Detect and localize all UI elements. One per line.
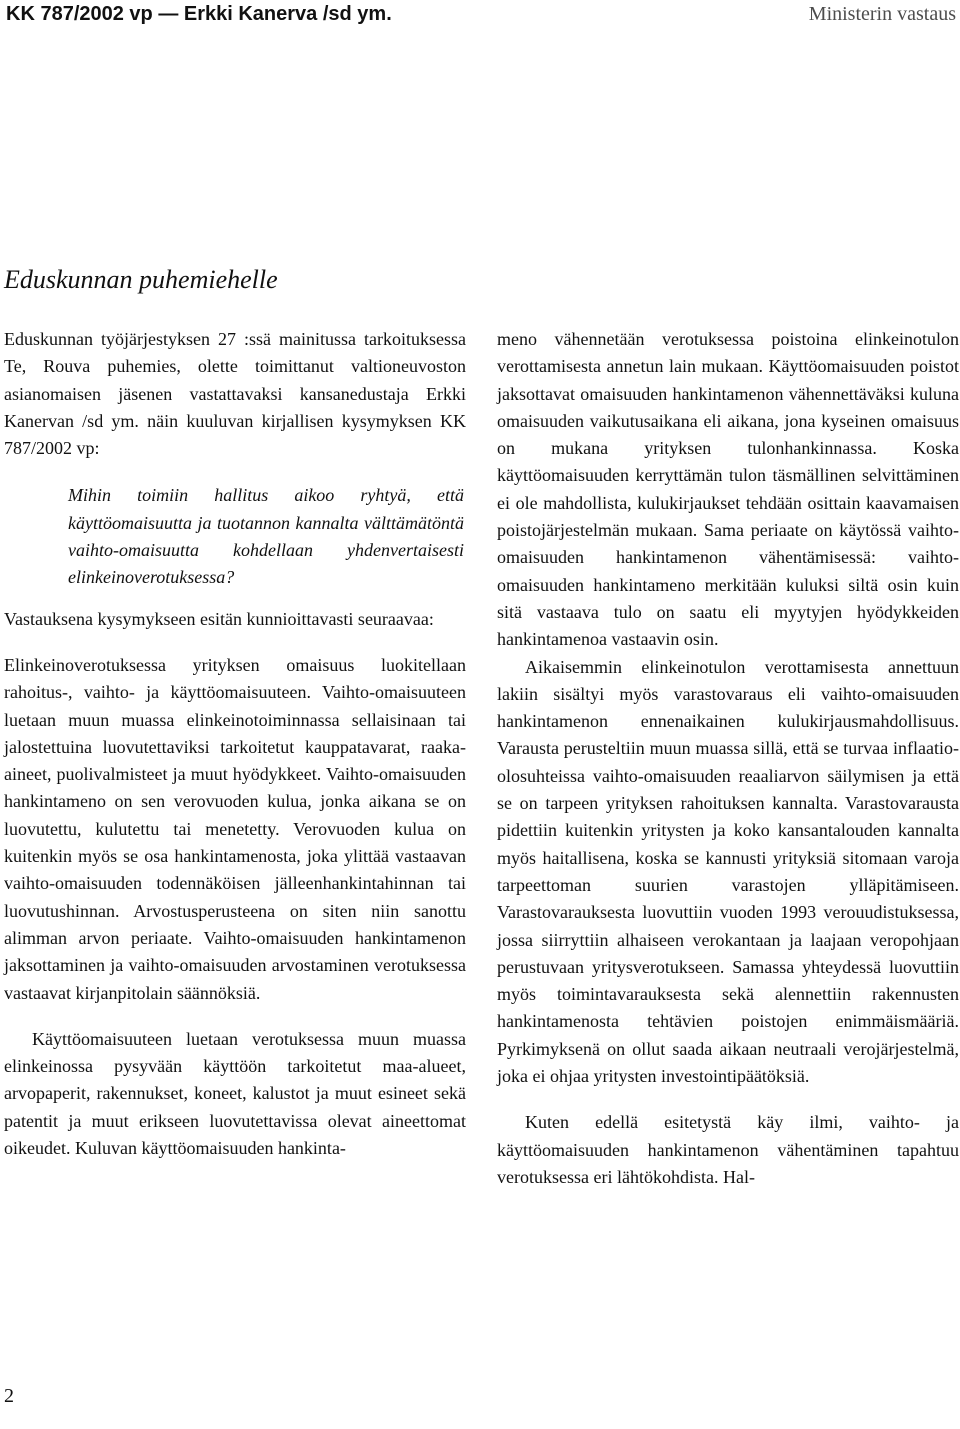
- body-paragraph: Käyttöomaisuuteen luetaan verotuksessa muun muassa elinkeinossa pysyvään käyttöön tarkoitetut maa-alueet, arvopaperit, rakennukset, koneet, kalustot ja muut esineet sekä patentit ja muut erikseen luovutettavissa olevat aineettomat oikeudet. Kuluvan käyttöomaisuuden hankinta-: [4, 1028, 466, 1159]
- document-reference: KK 787/2002 vp — Erkki Kanerva /sd ym.: [6, 3, 392, 25]
- page-number: 2: [4, 1385, 14, 1407]
- intro-paragraph: Eduskunnan työjärjestyksen 27 :ssä mainitussa tarkoituksessa Te, Rouva puhemies, olette toimittanut valtioneuvoston asianomaisen jäsenen vastattavaksi kansanedustaja Erkki Kanervan /sd ym. näin kuuluvan kirjallisen kysymyksen KK 787/2002 vp:: [4, 329, 466, 459]
- answer-intro-paragraph: Vastauksena kysymykseen esitän kunnioittavasti seuraavaa:: [4, 608, 434, 629]
- left-column: [4, 326, 466, 1162]
- right-column: [497, 326, 959, 1191]
- section-title: Ministerin vastaus: [808, 3, 956, 25]
- question-quote: Mihin toimiin hallitus aikoo ryhtyä, että käyttöomaisuutta ja tuotannon kannalta välttämätöntä vaihto-omaisuutta kohdellaan yhdenvertaisesti elinkeinoverotuksessa?: [68, 485, 464, 588]
- body-paragraph: Aikaisemmin elinkeinotulon verottamisesta annettuun lakiin sisältyi myös varastovaraus eli vaihto-omaisuuden hankintamenon ennenaikainen kulukirjausmahdollisuus. Varausta perusteltiin muun muassa sillä, että se turvaa inflaatio-olosuhteissa vaihto-omaisuuden reaaliarvon säilymisen ja että se on tarpeen yrityksen rahoituksen kannalta. Varastovarausta pidettiin kuitenkin yritysten ja koko kansantalouden kannalta myös haitallisena, koska se kannusti yrityksiä sitomaan varoja tarpeettoman suurien varastojen ylläpitämiseen. Varastovarauksesta luovuttiin vuoden 1993 verouudistuksessa, jossa siirryttiin alhaiseen verokantaan ja laajaan veropohjaan perustuvaan yritysverotukseen. Samassa yhteydessä luovuttiin myös toimintavarauksesta sekä alennettiin rakennusten hankintamenosta tehtävien poistojen enimmäismääriä. Pyrkimyksenä on ollut saada aikaan neutraali verojärjestelmä, joka ei ohjaa yritysten investointipäätöksiä.: [497, 656, 959, 1087]
- body-paragraph: Kuten edellä esitetystä käy ilmi, vaihto- ja käyttöomaisuuden hankintamenon vähentäminen tapahtuu verotuksessa eri lähtökohdista. Hal-: [497, 1112, 959, 1187]
- body-paragraph: meno vähennetään verotuksessa poistoina elinkeinotulon verottamisesta annetun lain mukaan. Käyttöomaisuuden poistot jaksottavat omaisuuden hankintamenon vähennettäväksi kuluna omaisuuden vaikutusaikana eli aikana, jona kyseinen omaisuus on mukana yrityksen tulonhankinnassa. Koska käyttöomaisuuden kerryttämän tulon täsmällinen selvittäminen ei ole mahdollista, kulukirjaukset tehdään osittain kaavamaisen poistojärjestelmän mukaan. Sama periaate on käytössä vaihto-omaisuuden hankintamenon vähentämisessä: vaihto-omaisuuden hankintameno merkitään kuluksi siltä osin kuin sitä vastaava tulo on saatu eli myytyjen hyödykkeiden hankintamenoa vastaavin osin.: [497, 329, 959, 650]
- body-paragraph: Elinkeinoverotuksessa yrityksen omaisuus luokitellaan rahoitus-, vaihto- ja käyttöomaisuuteen. Vaihto-omaisuuteen luetaan muun muassa elinkeinotoiminnassa sellaisinaan tai jalostettuina luovutettaviksi tarkoitetut kauppatavarat, raaka-aineet, puolivalmisteet ja muut hyödykkeet. Vaihto-omaisuuden hankintameno on sen verovuoden kulua, jonka aikana se on luovutettu, kulutettu tai menetetty. Verovuoden kulua on kuitenkin myös se osa hankintamenosta, joka ylittää vastaavan vaihto-omaisuuden todennäköisen jälleenhankintahinnan tai luovutushinnan. Arvostusperusteena on siten niin sanottu alimman arvon periaate. Vaihto-omaisuuden hankintamenon jaksottaminen ja vaihto-omaisuuden arvostaminen verotuksessa vastaavat kirjanpitolain säännöksiä.: [4, 654, 466, 1003]
- page-heading: Eduskunnan puhemiehelle: [4, 265, 278, 294]
